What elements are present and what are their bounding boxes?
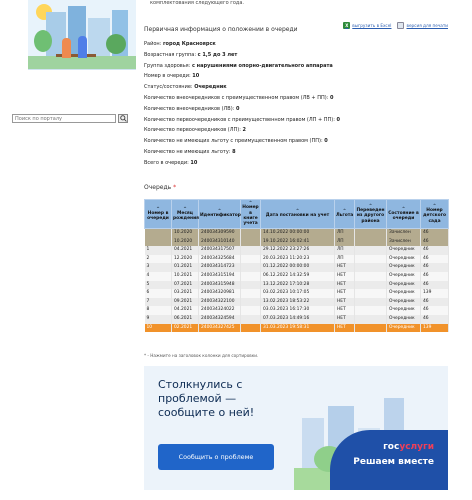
table-cell: 139 <box>421 324 449 333</box>
info-label: Группа здоровья: <box>144 62 191 69</box>
sort-marker: ^ <box>217 208 222 214</box>
sort-footnote: * - Нажмите на заголовок колонки для сортировки. <box>144 353 259 358</box>
queue-title <box>144 184 176 191</box>
table-cell: 10.2020 <box>172 238 199 247</box>
info-label: Район: <box>144 41 162 47</box>
info-value: 0 <box>324 138 328 145</box>
info-label: Количество не имеющих льготу: <box>144 148 231 155</box>
info-value: 0 <box>336 116 341 123</box>
table-cell: Зачислен <box>387 229 421 238</box>
table-cell: 46 <box>421 281 449 290</box>
column-header-label: Льгота <box>336 213 354 219</box>
table-cell: 04.2021 <box>172 246 199 255</box>
queue-table <box>144 199 449 332</box>
column-header-label: Идентификатор <box>200 213 241 219</box>
info-row <box>144 39 444 50</box>
column-header[interactable] <box>241 200 261 229</box>
table-cell <box>145 238 172 247</box>
info-label: Номер в очереди: <box>144 73 191 80</box>
table-cell: 19.10.2022 16:02:41 <box>261 238 335 247</box>
info-label: Количество внеочередников (ЛВ): <box>144 105 235 112</box>
gosuslugi-logo <box>383 442 434 452</box>
table-cell: ЛП <box>335 229 355 238</box>
table-cell <box>241 246 261 255</box>
table-cell: 240034325684 <box>199 255 241 264</box>
info-label: Количество не имеющих льготу с преимущественном правом (ПП): <box>144 138 323 145</box>
table-cell: 240034324022 <box>199 306 241 315</box>
table-cell <box>355 255 387 264</box>
table-cell: 240034324594 <box>199 315 241 324</box>
table-cell <box>145 229 172 238</box>
table-cell: НЕТ <box>335 306 355 315</box>
table-cell: НЕТ <box>335 272 355 281</box>
excel-icon: X <box>345 23 349 28</box>
info-value: город Красноярск <box>162 41 216 47</box>
hero-illustration <box>28 0 136 70</box>
tree-shape <box>34 30 52 52</box>
column-header-label: Дата постановки на учет <box>265 213 330 219</box>
table-cell <box>355 229 387 238</box>
logo-part1: гос <box>383 442 400 452</box>
table-cell <box>241 324 261 333</box>
table-cell: 06.12.2022 14:32:59 <box>261 272 335 281</box>
table-cell: 10.2020 <box>172 229 199 238</box>
table-cell: 10.2021 <box>172 272 199 281</box>
table-cell: 139 <box>421 289 449 298</box>
column-header-label: Состояние в очереди <box>388 210 419 221</box>
table-cell: 240034320981 <box>199 289 241 298</box>
table-cell: Очередник <box>387 281 421 290</box>
table-cell: НЕТ <box>335 315 355 324</box>
table-cell <box>241 289 261 298</box>
info-heading: Первичная информация о положении в очереди <box>144 26 298 33</box>
column-header-label: Месяц рождения <box>173 210 199 221</box>
table-cell: 46 <box>421 255 449 264</box>
table-cell: 07.2021 <box>172 281 199 290</box>
table-row <box>145 246 449 255</box>
table-cell <box>241 315 261 324</box>
table-cell <box>355 315 387 324</box>
table-cell <box>355 289 387 298</box>
table-cell: НЕТ <box>335 324 355 333</box>
info-label: Возрастная группа: <box>144 51 197 58</box>
search-button[interactable] <box>118 114 128 123</box>
table-cell <box>241 298 261 307</box>
table-cell: 46 <box>421 315 449 324</box>
info-row <box>144 136 444 147</box>
sort-marker: ^ <box>295 208 300 214</box>
info-row <box>144 82 444 93</box>
person-shape <box>62 38 71 58</box>
person-shape <box>78 36 87 58</box>
table-cell: 9 <box>145 315 172 324</box>
info-value: 8 <box>232 148 236 155</box>
table-cell: 06.2021 <box>172 315 199 324</box>
table-row <box>145 289 449 298</box>
gosuslugi-slogan: Решаем вместе <box>353 457 434 467</box>
column-header[interactable] <box>199 200 241 229</box>
report-problem-banner[interactable] <box>144 366 448 490</box>
table-cell: 14.10.2022 00:00:00 <box>261 229 335 238</box>
info-value: Очередник <box>194 84 227 91</box>
info-value: 2 <box>242 127 246 134</box>
table-cell: 12.2020 <box>172 255 199 264</box>
table-cell: 240034310140 <box>199 238 241 247</box>
search-input[interactable] <box>12 114 116 123</box>
table-cell <box>355 263 387 272</box>
table-row <box>145 229 449 238</box>
banner-title: Столкнулись с проблемой — сообщите о ней! <box>158 378 255 419</box>
table-row <box>145 238 449 247</box>
table-cell: 240034314723 <box>199 263 241 272</box>
table-cell: 46 <box>421 298 449 307</box>
table-cell: 03.03.2023 16:17:30 <box>261 306 335 315</box>
table-cell: НЕТ <box>335 298 355 307</box>
table-cell: НЕТ <box>335 263 355 272</box>
table-cell <box>355 281 387 290</box>
table-cell <box>241 255 261 264</box>
report-problem-button[interactable]: Сообщить о проблеме <box>158 444 274 470</box>
table-cell: 4 <box>145 272 172 281</box>
table-cell <box>241 229 261 238</box>
table-cell <box>355 272 387 281</box>
table-cell: Очередник <box>387 289 421 298</box>
excel-export-label: выгрузить в Excel <box>352 23 392 28</box>
table-row <box>145 315 449 324</box>
info-label: Статус/состояние: <box>144 84 193 91</box>
table-cell <box>355 306 387 315</box>
table-cell <box>355 246 387 255</box>
table-cell: 29.12.2022 23:27:26 <box>261 246 335 255</box>
queue-title-text: Очередь <box>144 184 172 191</box>
sort-marker: ^ <box>432 203 437 209</box>
info-row <box>144 61 444 72</box>
column-header[interactable] <box>261 200 335 229</box>
table-cell: 46 <box>421 306 449 315</box>
table-cell: 31.03.2023 19:58:31 <box>261 324 335 333</box>
table-cell: 240034327425 <box>199 324 241 333</box>
column-header-label: Номер в книге учета <box>242 205 259 227</box>
info-row <box>144 115 444 126</box>
table-cell: 03.02.2023 10:17:05 <box>261 289 335 298</box>
table-cell: НЕТ <box>335 289 355 298</box>
table-cell: Зачислен <box>387 238 421 247</box>
print-version-label: версия для печати <box>406 23 448 28</box>
table-cell: 7 <box>145 298 172 307</box>
column-header-label: Номер в очереди <box>147 210 169 221</box>
queue-title-mark: * <box>173 184 177 191</box>
info-value: 10 <box>190 159 198 166</box>
table-cell: Очередник <box>387 324 421 333</box>
info-label: Количество внеочередников с преимущественном правом (ЛВ + ПП): <box>144 94 329 101</box>
table-row <box>145 281 449 290</box>
sort-marker: ^ <box>401 205 406 211</box>
table-row <box>145 272 449 281</box>
table-cell: Очередник <box>387 272 421 281</box>
table-cell: НЕТ <box>335 281 355 290</box>
logo-part2: услуги <box>399 442 434 452</box>
table-cell: 13.12.2022 17:10:28 <box>261 281 335 290</box>
info-label: Всего в очереди: <box>144 159 189 166</box>
sort-marker: ^ <box>368 203 373 209</box>
column-header[interactable] <box>421 200 449 229</box>
table-cell: 2 <box>145 255 172 264</box>
info-row <box>144 50 444 61</box>
table-cell: 46 <box>421 272 449 281</box>
ground-shape <box>28 56 136 70</box>
table-row <box>145 255 449 264</box>
table-cell <box>355 238 387 247</box>
queue-info <box>144 26 444 169</box>
table-cell: 01.2021 <box>172 263 199 272</box>
tree-shape <box>106 34 126 54</box>
sort-marker: ^ <box>183 205 187 211</box>
table-cell: 46 <box>421 238 449 247</box>
table-cell: 10 <box>145 324 172 333</box>
table-row <box>145 298 449 307</box>
info-value: 0 <box>235 105 240 112</box>
info-value: с нарушениями опорно-двигательного аппарата <box>191 62 333 69</box>
sort-marker: ^ <box>248 200 253 206</box>
table-cell: 240034315948 <box>199 281 241 290</box>
table-cell: ЛП <box>335 255 355 264</box>
table-cell <box>241 238 261 247</box>
table-cell <box>241 281 261 290</box>
column-header[interactable] <box>335 200 355 229</box>
table-cell: 240034309590 <box>199 229 241 238</box>
info-row <box>144 125 444 136</box>
info-row <box>144 93 444 104</box>
sort-marker: ^ <box>156 205 160 211</box>
info-label: Количество первоочередников (ЛП): <box>144 127 241 134</box>
table-cell: 240034317507 <box>199 246 241 255</box>
info-row <box>144 104 444 115</box>
column-header[interactable] <box>355 200 387 229</box>
table-cell <box>241 272 261 281</box>
table-cell <box>241 306 261 315</box>
table-cell: 5 <box>145 281 172 290</box>
table-cell <box>355 324 387 333</box>
header-text: комплектования следующего года. <box>150 0 245 6</box>
table-cell: Очередник <box>387 315 421 324</box>
info-value: 0 <box>329 94 334 101</box>
table-cell: 09.2021 <box>172 298 199 307</box>
table-cell: ЛП <box>335 246 355 255</box>
info-value: с 1,5 до 3 лет <box>197 51 238 58</box>
table-cell: Очередник <box>387 306 421 315</box>
table-cell: Очередник <box>387 263 421 272</box>
info-value: 10 <box>192 73 200 80</box>
info-row <box>144 71 444 82</box>
table-cell: 07.03.2023 14:49:16 <box>261 315 335 324</box>
column-header[interactable] <box>387 200 421 229</box>
table-cell: Очередник <box>387 246 421 255</box>
table-cell: 03.2021 <box>172 289 199 298</box>
table-cell: 46 <box>421 246 449 255</box>
table-cell: 240034322100 <box>199 298 241 307</box>
table-row <box>145 306 449 315</box>
table-cell: 02.2021 <box>172 324 199 333</box>
table-row <box>145 263 449 272</box>
search-icon <box>120 115 127 122</box>
table-cell: 46 <box>421 263 449 272</box>
table-cell: 46 <box>421 229 449 238</box>
table-cell <box>355 298 387 307</box>
table-cell <box>241 263 261 272</box>
table-cell: 04.2021 <box>172 306 199 315</box>
column-header[interactable] <box>145 200 172 229</box>
table-cell: 1 <box>145 246 172 255</box>
sort-marker: ^ <box>342 208 347 214</box>
column-header-label: Номер детского сада <box>423 208 446 224</box>
table-cell: 01.12.2022 00:00:00 <box>261 263 335 272</box>
table-cell: 8 <box>145 306 172 315</box>
table-cell: Очередник <box>387 298 421 307</box>
table-cell: ЛП <box>335 238 355 247</box>
table-row <box>145 324 449 333</box>
info-label: Количество первоочередников с преимущественном правом (ЛП + ПП): <box>144 116 335 123</box>
info-row <box>144 158 444 169</box>
column-header-label: Переведен из другого района <box>356 208 385 224</box>
table-cell: 3 <box>145 263 172 272</box>
table-cell: 240034315194 <box>199 272 241 281</box>
table-cell: Очередник <box>387 255 421 264</box>
table-cell: 13.02.2023 18:53:22 <box>261 298 335 307</box>
column-header[interactable] <box>172 200 199 229</box>
table-cell: 6 <box>145 289 172 298</box>
table-cell: 20.03.2023 11:20:23 <box>261 255 335 264</box>
info-row <box>144 147 444 158</box>
